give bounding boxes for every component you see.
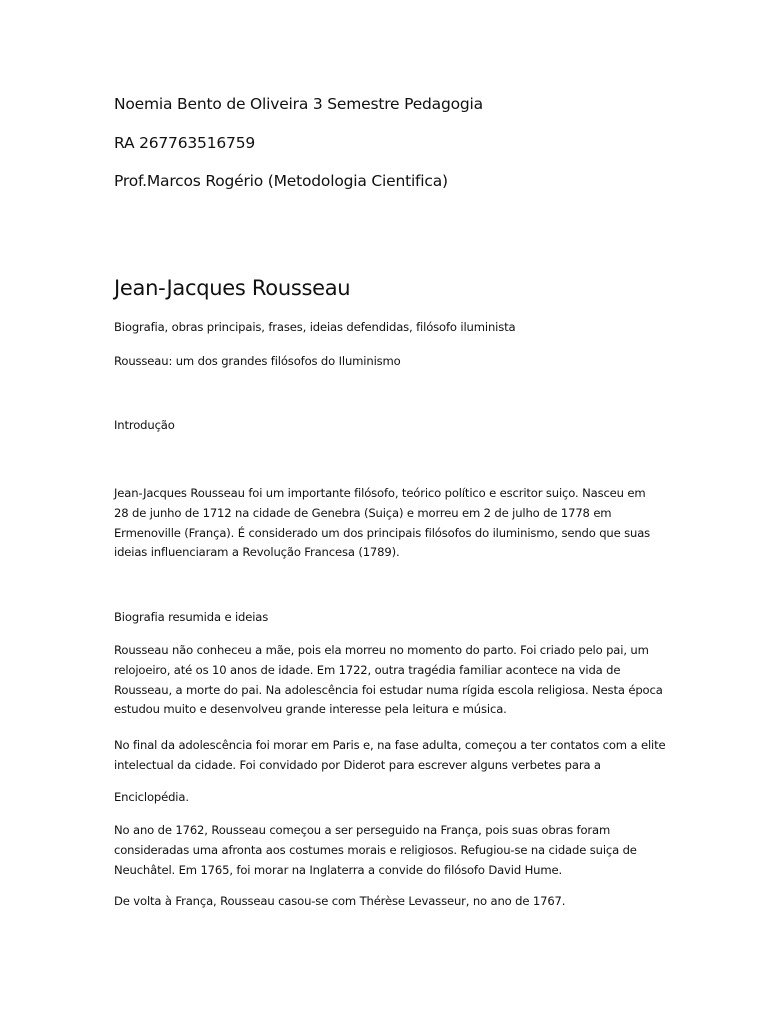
document-title: Jean-Jacques Rousseau: [114, 276, 351, 300]
heading-introducao: Introdução: [114, 418, 175, 432]
heading-biografia: Biografia resumida e ideias: [114, 610, 269, 624]
paragraph-line: No final da adolescência foi morar em Paris e, na fase adulta, começou a ter contatos com a elite: [114, 738, 666, 752]
bio-paragraph-1: [114, 641, 663, 720]
bio-paragraph-3: Enciclopédia.: [114, 790, 189, 804]
paragraph-line: Ermenoville (França). É considerado um dos principais filósofos do iluminismo, sendo que suas: [114, 525, 651, 540]
bio-paragraph-5: De volta à França, Rousseau casou-se com Thérèse Levasseur, no ano de 1767.: [114, 894, 566, 908]
ra-line: RA 267763516759: [114, 134, 256, 152]
professor-line: Prof.Marcos Rogério (Metodologia Cientifica): [114, 172, 448, 190]
paragraph-line: ideias influenciaram a Revolução Francesa (1789).: [114, 545, 400, 560]
student-line: Noemia Bento de Oliveira 3 Semestre Pedagogia: [114, 95, 483, 113]
paragraph-line: intelectual da cidade. Foi convidado por Diderot para escrever alguns verbetes para a: [114, 757, 601, 772]
paragraph-line: No ano de 1762, Rousseau começou a ser perseguido na França, pois suas obras foram: [114, 823, 611, 837]
bio-paragraph-4: [114, 821, 654, 880]
paragraph-line: Rousseau não conheceu a mãe, pois ela morreu no momento do parto. Foi criado pelo pai, um: [114, 643, 649, 657]
paragraph-line: Rousseau, a morte do pai. Na adolescência foi estudar numa rígida escola religiosa. Nesta época: [114, 682, 663, 697]
bio-paragraph-2: [114, 736, 666, 776]
intro-paragraph: [114, 484, 654, 563]
paragraph-line: Jean-Jacques Rousseau foi um importante filósofo, teórico político e escritor suiço. Nasceu em: [114, 486, 646, 500]
paragraph-line: consideradas uma afronta aos costumes morais e religiosos. Refugiou-se na cidade suiça de: [114, 842, 637, 857]
paragraph-line: Neuchâtel. Em 1765, foi morar na Inglaterra a convide do filósofo David Hume.: [114, 862, 563, 877]
paragraph-line: relojoeiro, até os 10 anos de idade. Em 1722, outra tragédia familiar acontece na vida de: [114, 662, 621, 677]
paragraph-line: estudou muito e desenvolveu grande interesse pela leitura e música.: [114, 702, 507, 717]
subtitle-biografia: Biografia, obras principais, frases, ideias defendidas, filósofo iluminista: [114, 320, 516, 334]
paragraph-line: 28 de junho de 1712 na cidade de Genebra (Suiça) e morreu em 2 de julho de 1778 em: [114, 505, 612, 520]
subtitle-rousseau: Rousseau: um dos grandes filósofos do Iluminismo: [114, 354, 401, 368]
